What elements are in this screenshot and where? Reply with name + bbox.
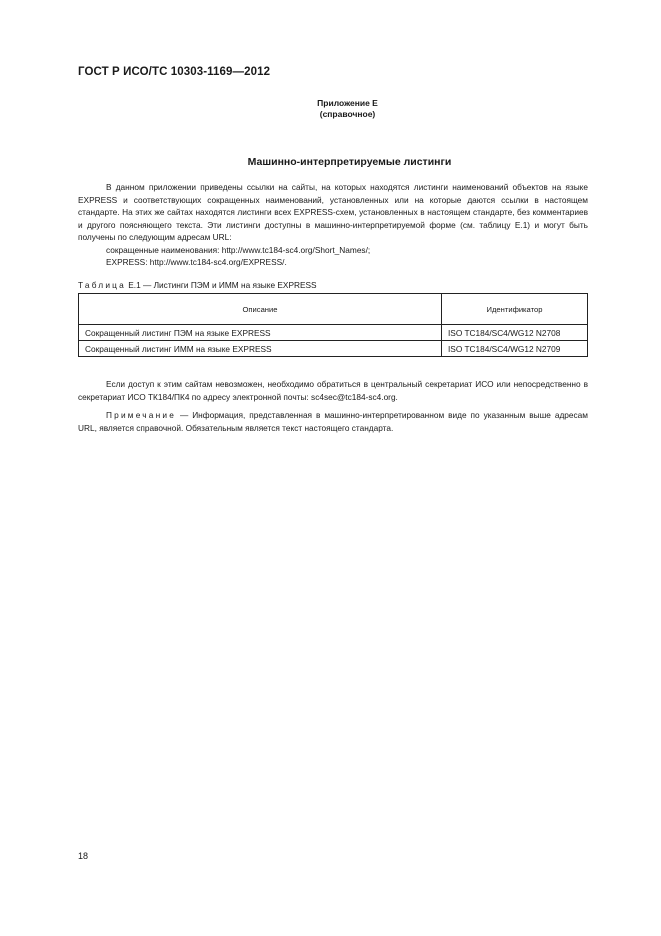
note-block [78, 409, 588, 434]
table-cell-description: Сокращенный листинг ПЭМ на языке EXPRESS [79, 325, 442, 341]
intro-block [78, 181, 588, 269]
table-cell-description: Сокращенный листинг ИММ на языке EXPRESS [79, 341, 442, 357]
url-short-names: сокращенные наименования: http://www.tc184-sc4.org/Short_Names/; [106, 244, 371, 255]
table-header-row [79, 294, 588, 325]
note-label: Примечание [106, 410, 177, 420]
table-cell-identifier: ISO TC184/SC4/WG12 N2709 [442, 341, 588, 357]
table-header-description: Описание [79, 294, 442, 325]
document-header: ГОСТ Р ИСО/ТС 10303-1169—2012 [78, 66, 271, 78]
table-header-identifier: Идентификатор [442, 294, 588, 325]
intro-paragraph: В данном приложении приведены ссылки на сайты, на которых находятся листинги наименований объектов на языке EXPRESS и соответствующих сокращенных наименований, установленных или на которые даются ссылки в настоящем стандарте. На этих же сайтах находятся листинги всех EXPRESS-схем, установленных в настоящем стандарте, без комментариев и другого поясняющего текста. Эти листинги доступны в машинно-интерпретируемой форме (см. таблицу Е.1) и могут быть получены по следующим адресам URL: [78, 182, 588, 242]
table-cell-identifier: ISO TC184/SC4/WG12 N2708 [442, 325, 588, 341]
section-title-text: Машинно-интерпретируемые листинги [247, 156, 452, 168]
contact-paragraph: Если доступ к этим сайтам невозможен, необходимо обратиться в центральный секретариат ИСО или непосредственно в секретариат ИСО ТК184/ПК4 по адресу электронной почты: sc4sec@tc184-sc4.org. [78, 379, 588, 402]
table-caption-label: Таблица [78, 280, 126, 290]
table-caption [78, 280, 317, 290]
section-title [0, 156, 661, 168]
table-row [79, 325, 588, 341]
note-paragraph [78, 409, 588, 434]
annex-label: Приложение Е [317, 98, 378, 108]
page-number: 18 [78, 851, 89, 861]
url-express: EXPRESS: http://www.tc184-sc4.org/EXPRESS/. [106, 257, 287, 267]
annex-heading [0, 98, 661, 120]
table-caption-text: Е.1 — Листинги ПЭМ и ИММ на языке EXPRESS [125, 280, 317, 290]
annex-status: (справочное) [319, 109, 376, 119]
note-text: — Информация, представленная в машинно-интерпретированном виде по указанным выше адресам URL, является справочной. Обязательным является текст настоящего стандарта. [78, 410, 588, 433]
listings-table [78, 293, 588, 357]
contact-block [78, 378, 588, 403]
table-row [79, 341, 588, 357]
